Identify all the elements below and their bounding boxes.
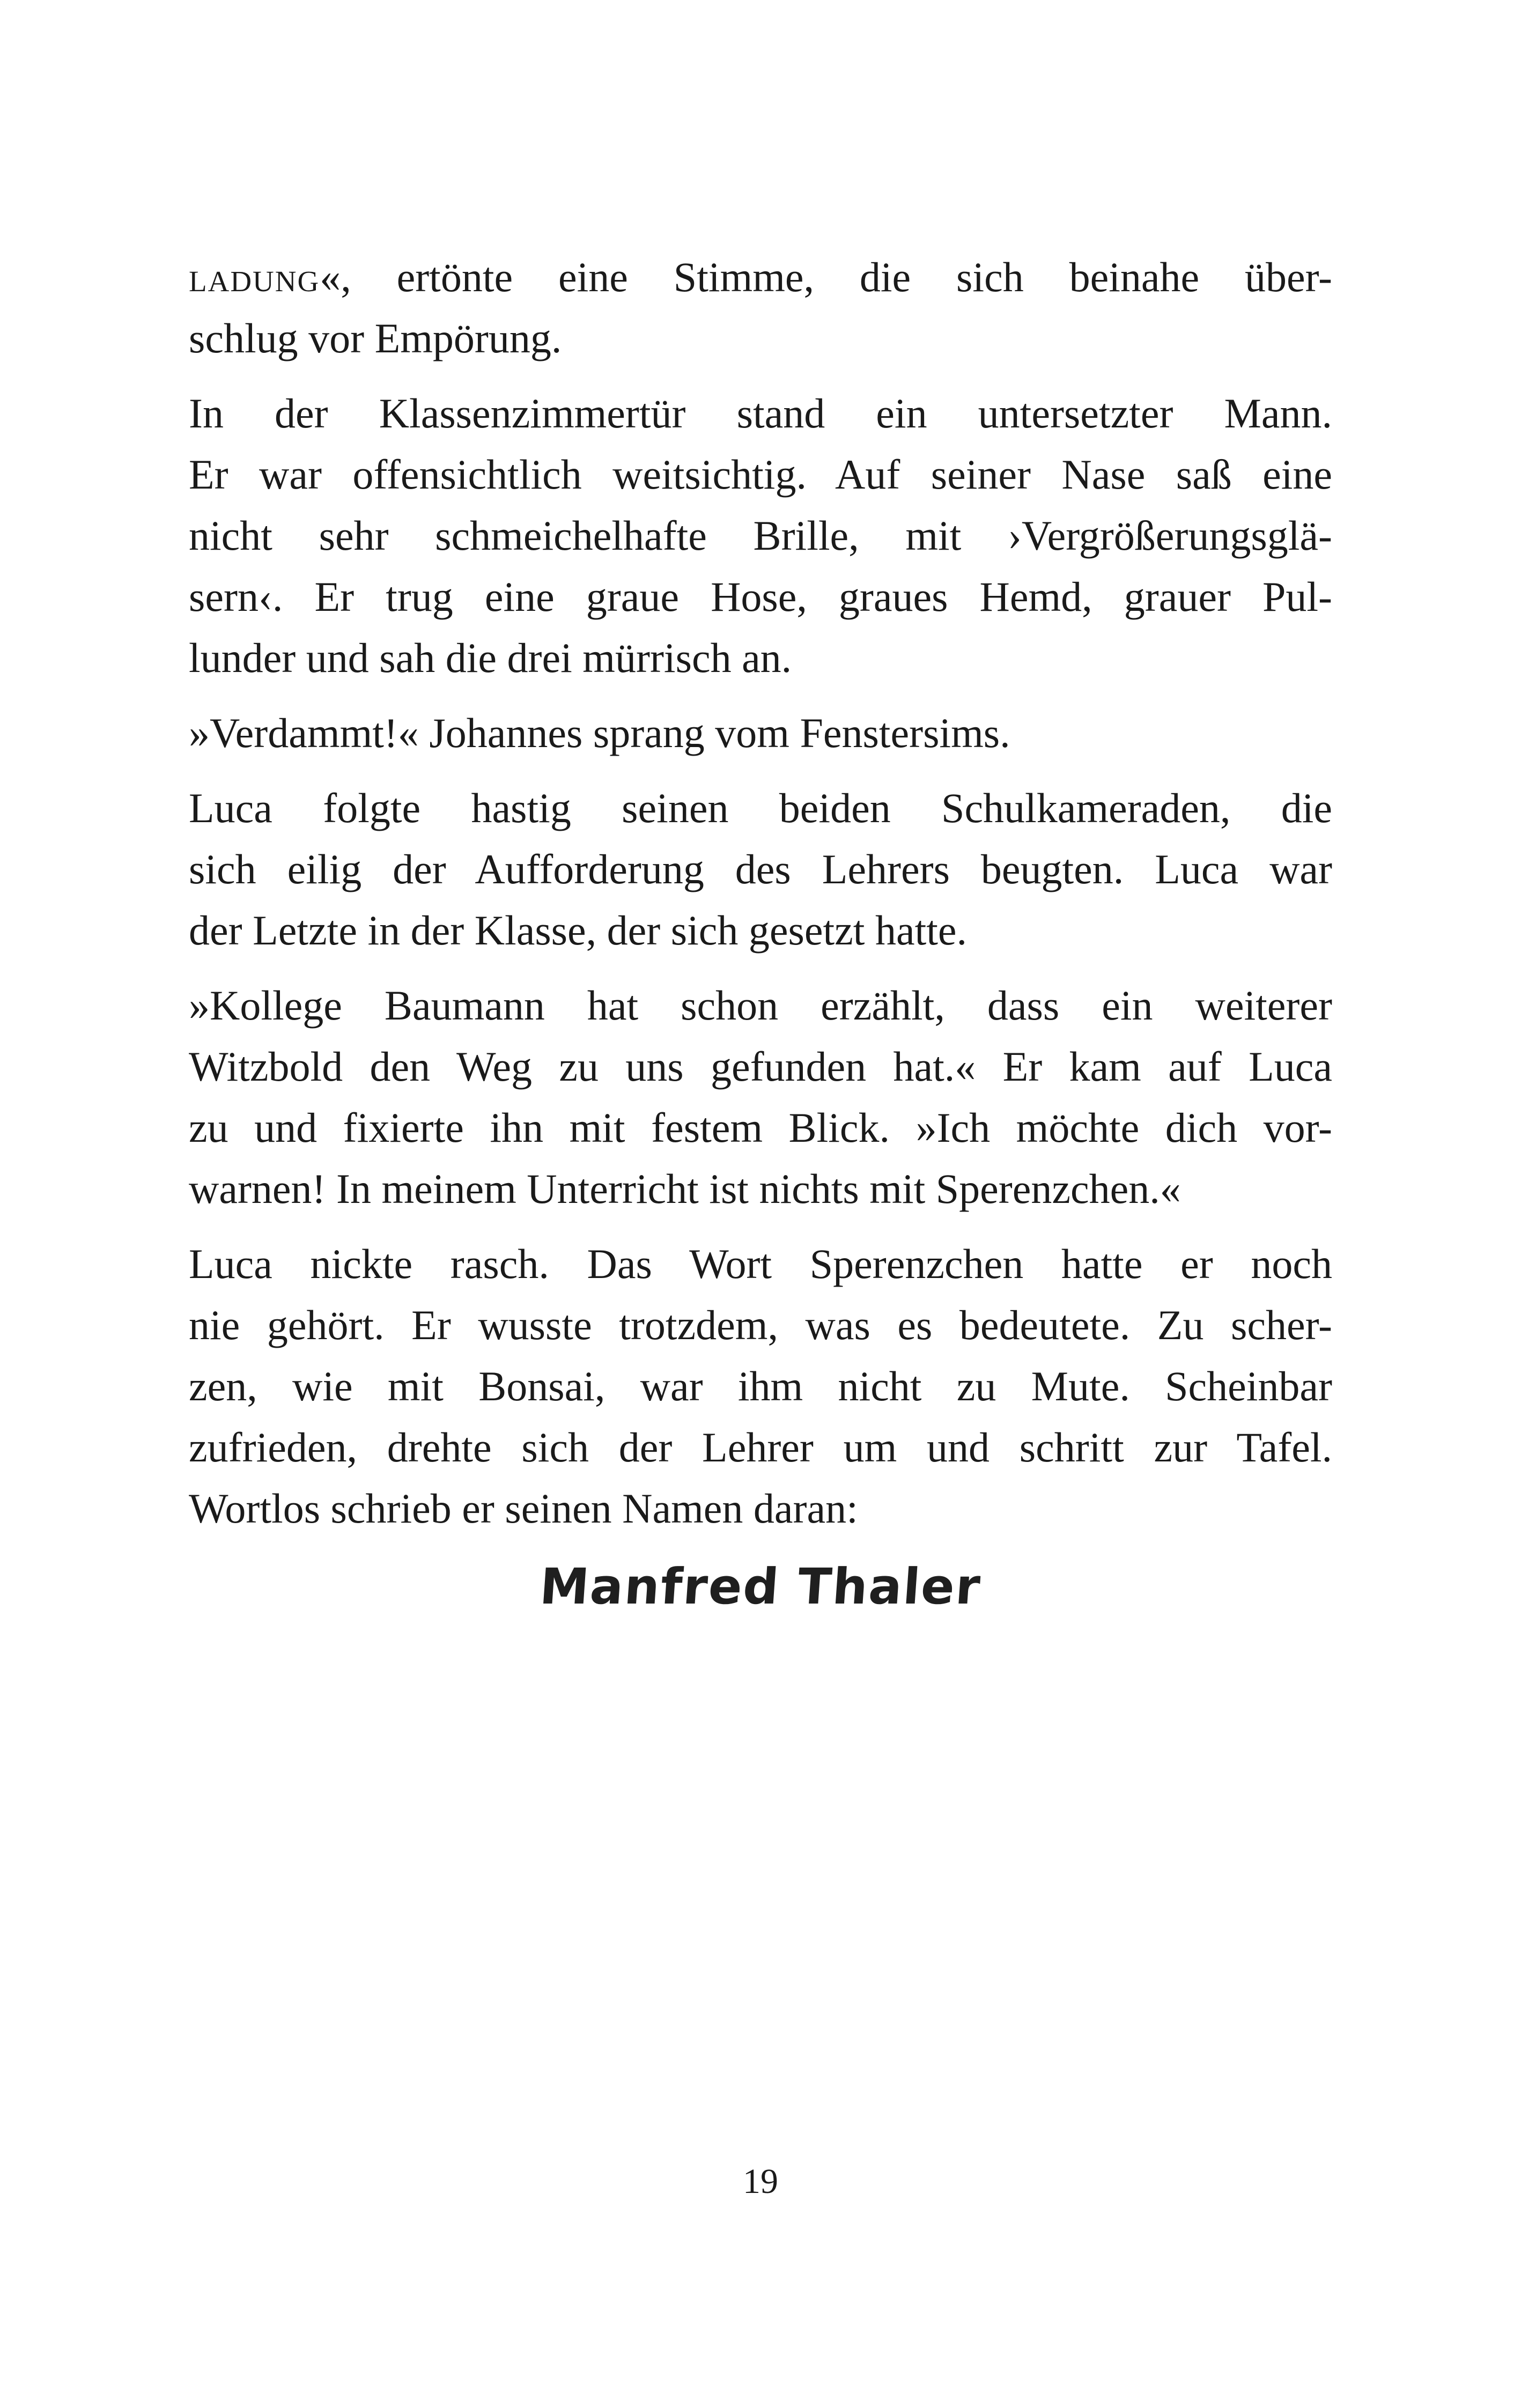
small-caps-word: ladung — [189, 254, 320, 300]
text-line: Luca nickte rasch. Das Wort Sperenzchen hatte er noch — [189, 1240, 1332, 1287]
paragraph — [189, 247, 1332, 369]
page-number: 19 — [743, 2162, 778, 2201]
text-line: »Kollege Baumann hat schon erzählt, dass ein weiterer — [189, 982, 1332, 1029]
paragraph — [189, 1233, 1332, 1539]
text-line: warnen! In meinem Unterricht ist nichts mit Sperenzchen.« — [189, 1165, 1181, 1212]
text-line: nie gehört. Er wusste trotzdem, was es bedeutete. Zu scher- — [189, 1302, 1332, 1348]
text-line: schlug vor Empörung. — [189, 315, 562, 361]
paragraph — [189, 778, 1332, 961]
body-text — [189, 247, 1332, 1553]
text-line: nicht sehr schmeichelhafte Brille, mit ›Vergrößerungsglä- — [189, 512, 1332, 559]
text-line: »Verdammt!« Johannes sprang vom Fenstersims. — [189, 710, 1010, 756]
text-line: Er war offensichtlich weitsichtig. Auf seiner Nase saß eine — [189, 451, 1332, 498]
text-line: zu und fixierte ihn mit festem Blick. »Ich möchte dich vor- — [189, 1104, 1332, 1151]
text-line: zen, wie mit Bonsai, war ihm nicht zu Mute. Scheinbar — [189, 1363, 1332, 1409]
paragraph — [189, 703, 1332, 764]
text-line: In der Klassenzimmertür stand ein untersetzter Mann. — [189, 390, 1332, 437]
paragraph — [189, 383, 1332, 689]
text-line: zufrieden, drehte sich der Lehrer um und schritt zur Tafel. — [189, 1424, 1332, 1471]
text-line: Wortlos schrieb er seinen Namen daran: — [189, 1485, 858, 1532]
text-line: sern‹. Er trug eine graue Hose, graues Hemd, grauer Pul- — [189, 573, 1332, 620]
text-line: ladung«, ertönte eine Stimme, die sich beinahe über- — [189, 254, 1332, 300]
text-line: lunder und sah die drei mürrisch an. — [189, 634, 792, 681]
text-line: Witzbold den Weg zu uns gefunden hat.« Er kam auf Luca — [189, 1043, 1332, 1090]
text-line: sich eilig der Aufforderung des Lehrers beugten. Luca war — [189, 846, 1332, 892]
paragraph — [189, 975, 1332, 1220]
text-line: Luca folgte hastig seinen beiden Schulkameraden, die — [189, 785, 1332, 831]
text-line: der Letzte in der Klasse, der sich gesetzt hatte. — [189, 907, 968, 954]
handwritten-name: Manfred Thaler — [538, 1558, 983, 1615]
